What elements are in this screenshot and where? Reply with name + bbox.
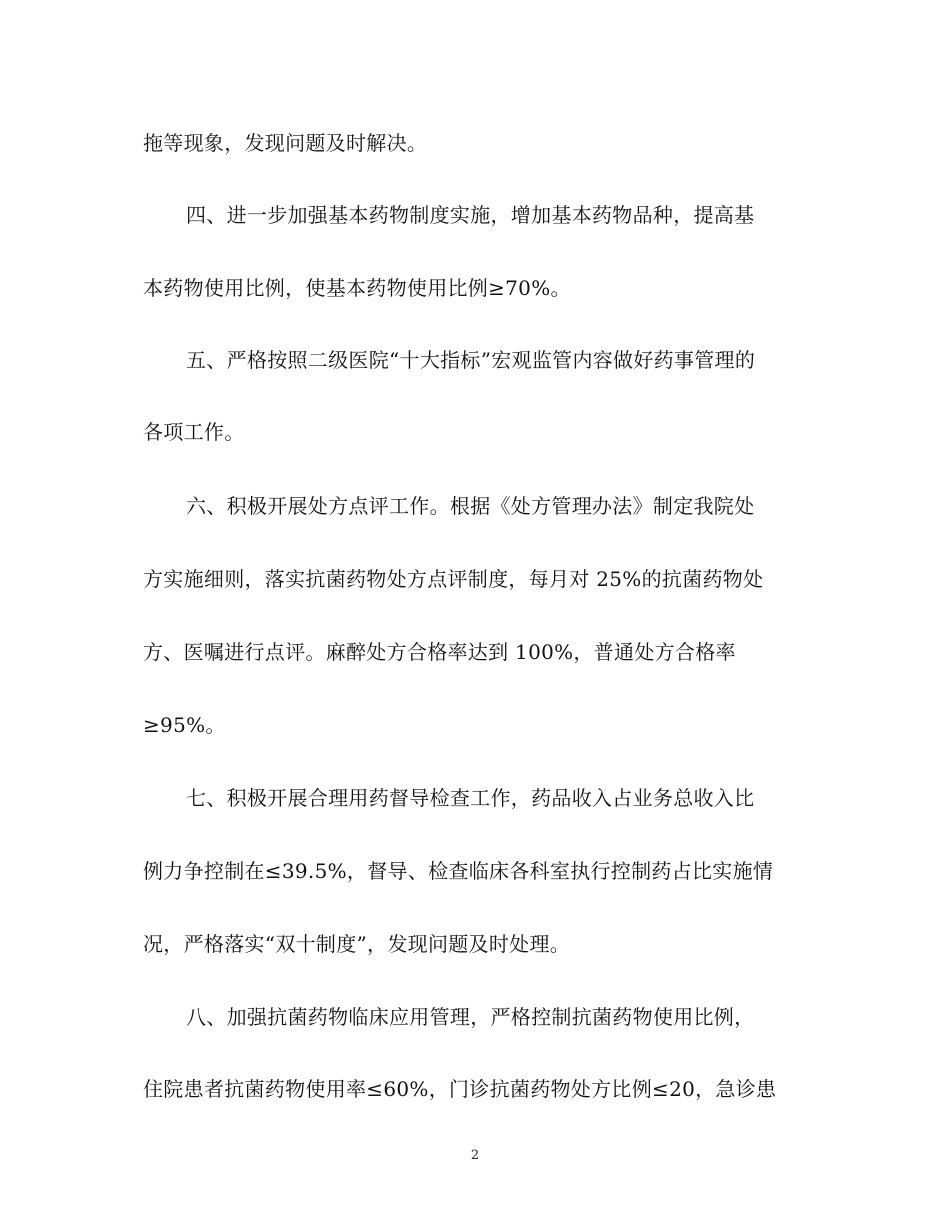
text-line-1: 拖等现象，发现问题及时解决。 bbox=[143, 131, 428, 155]
paragraph-8-line-2: 住院患者抗菌药物使用率≤60%，门诊抗菌药物处方比例≤20，急诊患 bbox=[143, 1077, 777, 1101]
paragraph-7-line-3: 况，严格落实“双十制度”，发现问题及时处理。 bbox=[143, 932, 571, 956]
paragraph-6-line-3: 方、医嘱进行点评。麻醉处方合格率达到 100%，普通处方合格率 bbox=[143, 640, 736, 664]
paragraph-6-line-4: ≥95%。 bbox=[143, 713, 226, 737]
paragraph-5-line-1: 五、严格按照二级医院“十大指标”宏观监管内容做好药事管理的 bbox=[186, 348, 756, 372]
paragraph-8-line-1: 八、加强抗菌药物临床应用管理，严格控制抗菌药物使用比例， bbox=[186, 1005, 755, 1029]
page-number: 2 bbox=[470, 1148, 480, 1163]
paragraph-5-line-2: 各项工作。 bbox=[143, 420, 245, 444]
paragraph-4-line-2: 本药物使用比例，使基本药物使用比例≥70%。 bbox=[143, 276, 571, 300]
paragraph-4-line-1: 四、进一步加强基本药物制度实施，增加基本药物品种，提高基 bbox=[186, 203, 755, 227]
paragraph-6-line-1: 六、积极开展处方点评工作。根据《处方管理办法》制定我院处 bbox=[186, 494, 755, 518]
paragraph-7-line-1: 七、积极开展合理用药督导检查工作，药品收入占业务总收入比 bbox=[186, 786, 755, 810]
paragraph-6-line-2: 方实施细则，落实抗菌药物处方点评制度，每月对 25%的抗菌药物处 bbox=[143, 567, 764, 591]
paragraph-7-line-2: 例力争控制在≤39.5%，督导、检查临床各科室执行控制药占比实施情 bbox=[143, 859, 774, 883]
